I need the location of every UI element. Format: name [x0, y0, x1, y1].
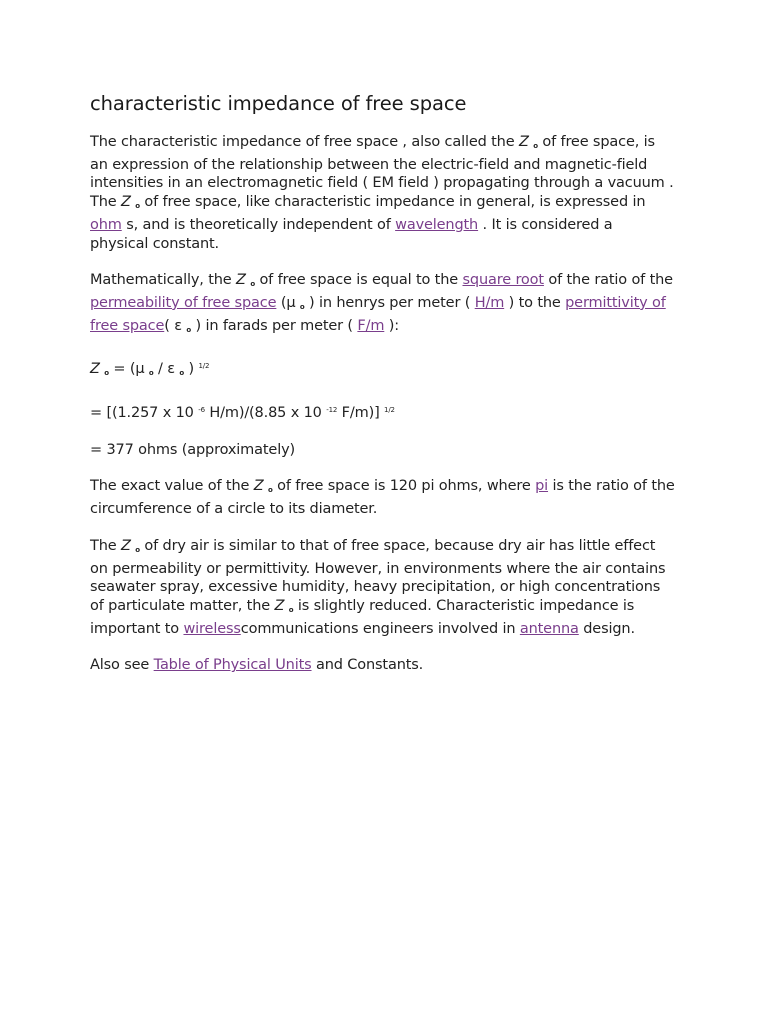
subscript: o: [288, 605, 294, 614]
text: is slightly reduced. Characteristic impedance is important to: [90, 597, 635, 637]
also-see-paragraph: [90, 656, 675, 675]
equation-2: [90, 401, 675, 423]
subscript: o: [299, 302, 305, 311]
z-symbol: Z: [274, 597, 285, 614]
text: = (μ: [108, 361, 149, 378]
text: of free space is 120 pi ohms, where: [272, 478, 536, 495]
z-symbol: Z: [518, 134, 529, 150]
z-symbol: Z: [90, 361, 100, 378]
link-wireless[interactable]: wireless: [183, 620, 241, 637]
text: Also see: [90, 657, 154, 674]
text: design.: [578, 620, 635, 637]
subscript: o: [135, 545, 140, 554]
link-farads-per-meter[interactable]: F/m: [357, 317, 385, 334]
page-title: characteristic impedance of free space: [90, 92, 467, 115]
subscript: o: [533, 142, 538, 150]
exact-value-paragraph: [90, 477, 675, 518]
text: s, and is theoretically independent of: [121, 216, 396, 233]
text: communications engineers involved in: [240, 620, 520, 637]
exponent: 1/2: [198, 362, 210, 371]
text: The exact value of the: [90, 478, 254, 495]
link-pi[interactable]: pi: [535, 478, 549, 495]
text: The characteristic impedance of free space , also called the: [90, 134, 519, 150]
link-permeability[interactable]: permeability of free space: [90, 294, 277, 311]
equation-1: [90, 357, 675, 383]
math-paragraph: [90, 271, 675, 339]
equation-3: = 377 ohms (approximately): [90, 441, 296, 458]
text: H/m)/(8.85 x 10: [204, 405, 327, 422]
subscript: o: [186, 325, 192, 334]
link-wavelength[interactable]: wavelength: [395, 216, 479, 233]
subscript: o: [148, 369, 154, 378]
text: of the ratio of the: [543, 272, 673, 289]
subscript: o: [250, 280, 255, 289]
exponent: 1/2: [384, 406, 395, 415]
text: ) in henrys per meter (: [304, 294, 475, 311]
link-table-of-physical-units[interactable]: Table of Physical Units: [153, 657, 312, 674]
subscript: o: [135, 202, 140, 211]
z-symbol: Z: [253, 478, 264, 495]
z-symbol: Z: [236, 272, 246, 289]
text: = [(1.257 x 10: [90, 405, 199, 422]
link-square-root[interactable]: square root: [462, 272, 544, 289]
text: ( ε: [164, 317, 187, 334]
link-permittivity[interactable]: permittivity of free space: [90, 294, 666, 334]
link-antenna[interactable]: antenna: [519, 620, 579, 637]
text: of dry air is similar to that of free space, because dry air has little effect on permeability or permittivity. However, in environments where the air contains seawater spray, excessive humidity, heavy precipitation, or high concentrations of particulate matter, the: [90, 537, 666, 614]
subscript: o: [268, 486, 273, 495]
text: ):: [384, 317, 399, 334]
z-symbol: Z: [120, 537, 131, 554]
intro-paragraph: [90, 133, 675, 253]
text: is the ratio of the circumference of a circle to its diameter.: [90, 478, 675, 518]
text: ) in farads per meter (: [191, 317, 358, 334]
link-ohm[interactable]: ohm: [90, 216, 122, 233]
text: ) to the: [504, 294, 566, 311]
text: of free space is equal to the: [254, 272, 463, 289]
text: of free space, is an expression of the relationship between the electric-field and magnetic-field intensities in an electromagnetic field ( EM field ) propagating through a vacuum . The: [90, 134, 674, 211]
text: Mathematically, the: [90, 272, 237, 289]
text: The: [90, 537, 121, 554]
z-symbol: Z: [120, 194, 131, 211]
exponent: -6: [198, 406, 205, 415]
dry-air-paragraph: [90, 537, 675, 639]
text: / ε: [153, 361, 180, 378]
exponent: -12: [326, 406, 338, 415]
text: F/m)]: [337, 405, 385, 422]
text: (μ: [276, 294, 300, 311]
subscript: o: [104, 369, 109, 378]
text: of free space, like characteristic impedance in general, is expressed in: [139, 194, 646, 211]
article: [90, 92, 675, 693]
text: . It is considered a physical constant.: [90, 216, 613, 252]
text: ): [184, 361, 199, 378]
subscript: o: [179, 369, 185, 378]
text: and Constants.: [311, 657, 424, 674]
link-henrys-per-meter[interactable]: H/m: [474, 294, 505, 311]
